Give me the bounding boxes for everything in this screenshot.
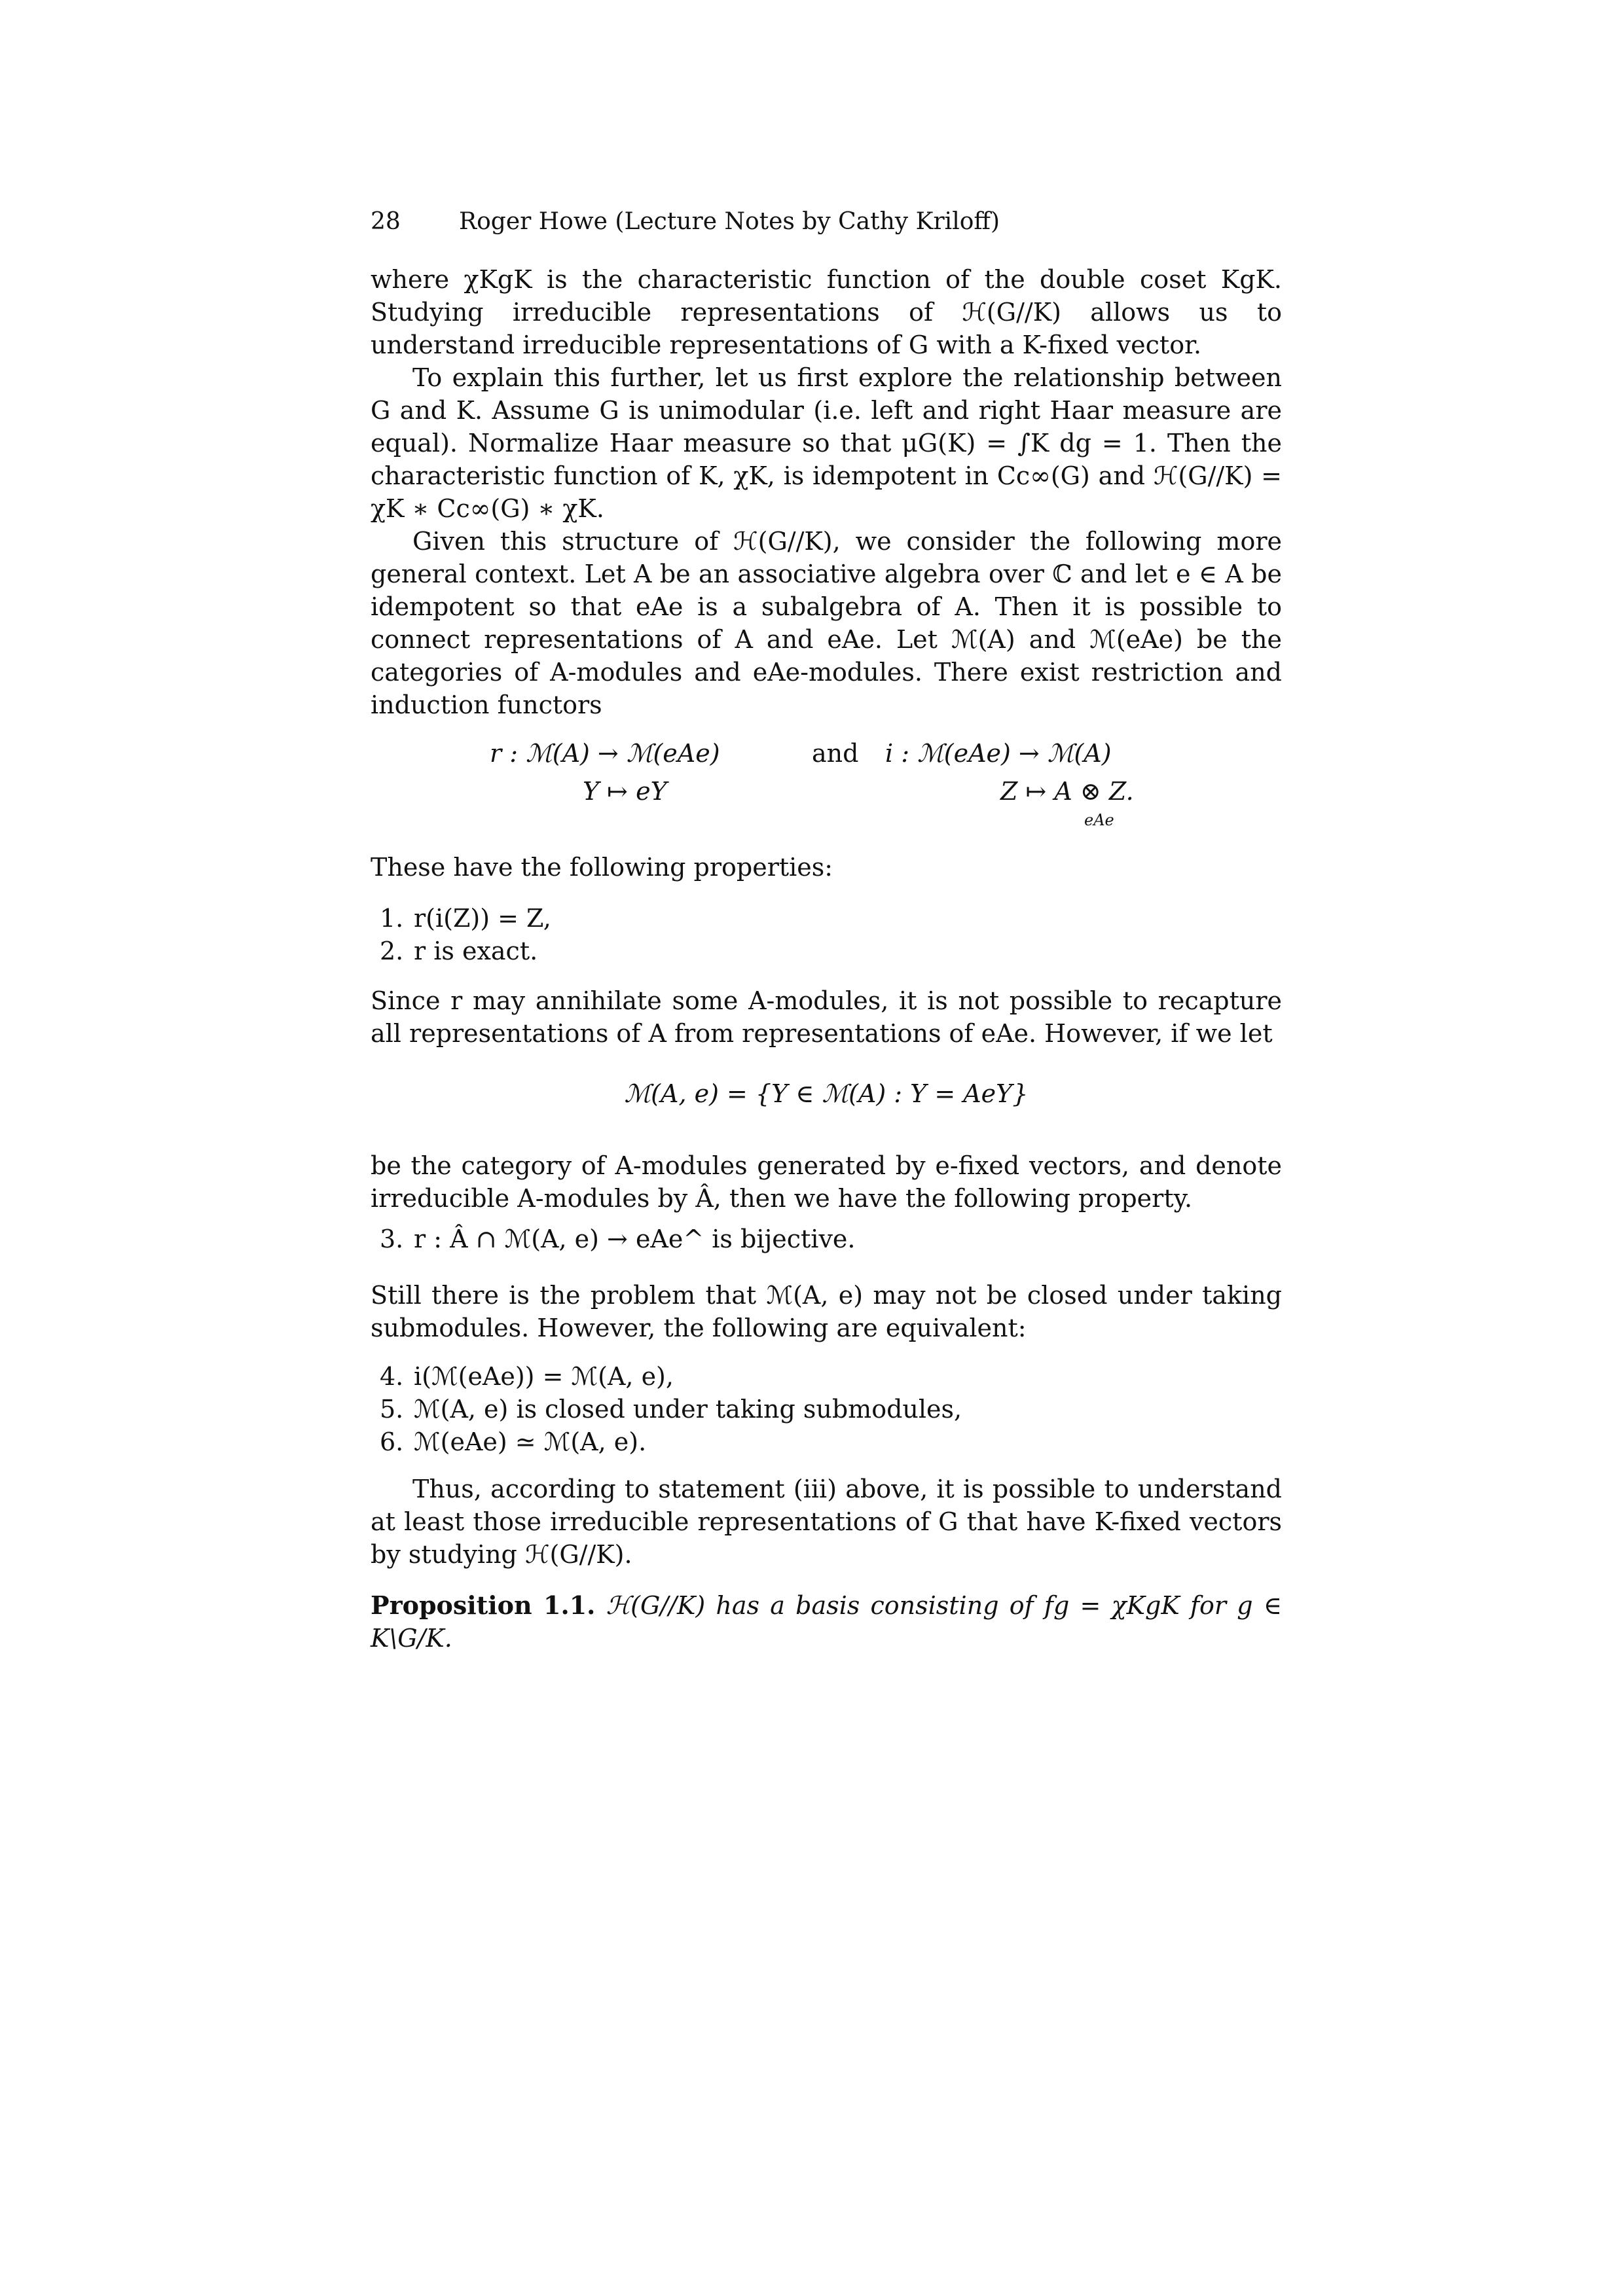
list-item: 5. ℳ(A, e) is closed under taking submodules, <box>380 1395 962 1424</box>
proposition-text: ℋ(G//K) has a basis consisting of fg = χKgK for g ∈ K\G/K. <box>371 1591 1282 1653</box>
induction-functor: i : ℳ(eAe) → ℳ(A) <box>885 739 1112 768</box>
list-item: 2. r is exact. <box>380 937 538 965</box>
list-item: 1. r(i(Z)) = Z, <box>380 904 551 933</box>
paragraph-4: Since r may annihilate some A-modules, it is not possible to recapture all representations of A from representations of eAe. However, if we let <box>371 986 1282 1048</box>
property-list-3 <box>380 1360 962 1458</box>
proposition-label: Proposition 1.1. <box>371 1590 596 1620</box>
paragraph-6: Still there is the problem that ℳ(A, e) may not be closed under taking submodules. However, the following are equivalent: <box>371 1281 1282 1342</box>
functor-and: and <box>812 739 859 768</box>
running-title: Roger Howe (Lecture Notes by Cathy Kriloff) <box>459 208 1000 235</box>
paragraph-5: be the category of A-modules generated by e-fixed vectors, and denote irreducible A-modules by Â, then we have the following property. <box>371 1151 1282 1213</box>
paragraph-1: where χKgK is the characteristic function of the double coset KgK. Studying irreducible representations of ℋ(G//K) allows us to understand irreducible representations of G with a K-fixed vector. <box>371 265 1282 359</box>
restriction-functor: r : ℳ(A) → ℳ(eAe) <box>490 739 720 768</box>
list-item: 6. ℳ(eAe) ≃ ℳ(A, e). <box>380 1427 647 1456</box>
display-equation: ℳ(A, e) = {Y ∈ ℳ(A) : Y = AeY} <box>624 1079 1029 1108</box>
list-item: 4. i(ℳ(eAe)) = ℳ(A, e), <box>380 1362 674 1391</box>
property-list-2 <box>380 1223 856 1255</box>
properties-intro: These have the following properties: <box>371 853 833 882</box>
induction-subscript: eAe <box>1084 811 1114 829</box>
property-list-1 <box>380 902 551 967</box>
paragraph-2: To explain this further, let us first explore the relationship between G and K. Assume G is unimodular (i.e. left and right Haar measure are equal). Normalize Haar measure so that μG(K) = ∫K dg = 1. Then the characteristic function of K, χK, is idempotent in Cc∞(G) and ℋ(G//K) = χK ∗ Cc∞(G) ∗ χK. <box>371 363 1282 523</box>
paragraph-7: Thus, according to statement (iii) above, it is possible to understand at least those irreducible representations of G that have K-fixed vectors by studying ℋ(G//K). <box>371 1475 1282 1569</box>
proposition <box>371 1589 1282 1655</box>
induction-rule: Z ↦ A ⊗ Z. <box>1000 777 1134 806</box>
paragraph-3: Given this structure of ℋ(G//K), we consider the following more general context. Let A be an associative algebra over ℂ and let e ∈ A be idempotent so that eAe is a subalgebra of A. Then it is possible to connect representations of A and eAe. Let ℳ(A) and ℳ(eAe) be the categories of A-modules and eAe-modules. There exist restriction and induction functors <box>371 527 1282 719</box>
body-text-top <box>371 263 1282 721</box>
list-item: 3. r : Â ∩ ℳ(A, e) → eAe^ is bijective. <box>380 1225 856 1253</box>
restriction-rule: Y ↦ eY <box>583 777 667 806</box>
page-number: 28 <box>371 208 401 235</box>
